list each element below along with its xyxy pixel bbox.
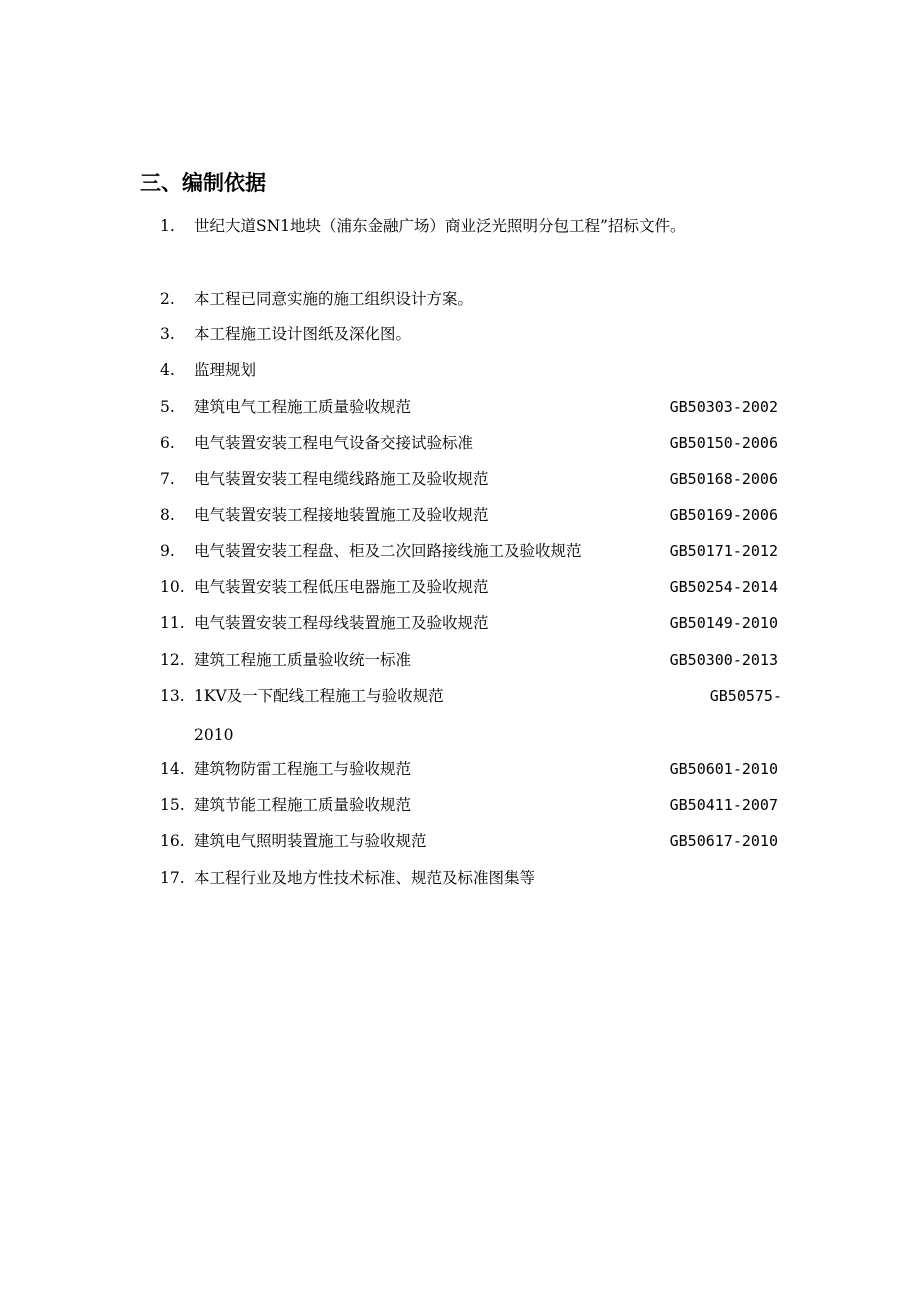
item-code: GB50575- <box>709 687 782 705</box>
list-item <box>160 357 780 383</box>
list-item <box>160 430 780 456</box>
list-item <box>160 828 780 854</box>
item-number: 16. <box>160 832 185 850</box>
item-text: 电气装置安装工程母线装置施工及验收规范 <box>194 614 489 632</box>
item-number: 3. <box>160 325 175 343</box>
list-item <box>160 213 780 239</box>
item-text: 1KV及一下配线工程施工与验收规范 <box>194 687 444 705</box>
item-number: 5. <box>160 398 175 416</box>
item-number: 8. <box>160 506 175 524</box>
item-code: GB50171-2012 <box>669 542 778 560</box>
item-text: 电气装置安装工程盘、柜及二次回路接线施工及验收规范 <box>194 542 582 560</box>
item-code: GB50601-2010 <box>669 760 778 778</box>
item-number: 10. <box>160 578 185 596</box>
list-item <box>160 286 780 312</box>
item-number: 6. <box>160 434 175 452</box>
item-number: 4. <box>160 361 175 379</box>
item-number: 17. <box>160 869 185 887</box>
item-text: 建筑物防雷工程施工与验收规范 <box>194 760 412 778</box>
item-number: 14. <box>160 760 185 778</box>
section-heading: 三、编制依据 <box>140 171 266 195</box>
list-item <box>160 683 780 709</box>
item-text: 建筑节能工程施工质量验收规范 <box>194 796 412 814</box>
list-item <box>160 610 780 636</box>
list-item <box>160 574 780 600</box>
item-code: GB50169-2006 <box>669 506 778 524</box>
item-text: 建筑电气照明装置施工与验收规范 <box>194 832 427 850</box>
item-code: GB50303-2002 <box>669 398 778 416</box>
item-number: 1. <box>160 217 175 235</box>
item-text: 监理规划 <box>194 361 257 379</box>
list-item <box>160 538 780 564</box>
item-number: 13. <box>160 687 185 705</box>
list-item <box>160 394 780 420</box>
item-code: GB50300-2013 <box>669 651 778 669</box>
item-text: 电气装置安装工程电缆线路施工及验收规范 <box>194 470 489 488</box>
item-text: 建筑电气工程施工质量验收规范 <box>194 398 412 416</box>
list-item <box>160 321 780 347</box>
list-item <box>160 865 780 891</box>
item-number: 12. <box>160 651 185 669</box>
item-code: GB50150-2006 <box>669 434 778 452</box>
item-code: GB50168-2006 <box>669 470 778 488</box>
list-item <box>160 792 780 818</box>
item-number: 7. <box>160 470 175 488</box>
item-code: GB50411-2007 <box>669 796 778 814</box>
item-number: 11. <box>160 614 185 632</box>
item-code: GB50254-2014 <box>669 578 778 596</box>
item-text: 电气装置安装工程接地装置施工及验收规范 <box>194 506 489 524</box>
item-text: 本工程施工设计图纸及深化图。 <box>194 325 412 343</box>
item-code: GB50149-2010 <box>669 614 778 632</box>
item-text: 本工程行业及地方性技术标准、规范及标准图集等 <box>194 869 536 887</box>
list-item <box>160 502 780 528</box>
item-text: 电气装置安装工程低压电器施工及验收规范 <box>194 578 489 596</box>
item-text: 世纪大道SN1地块（浦东金融广场）商业泛光照明分包工程”招标文件。 <box>194 217 686 235</box>
list-item <box>160 466 780 492</box>
list-item <box>160 756 780 782</box>
item-text: 电气装置安装工程电气设备交接试验标准 <box>194 434 474 452</box>
item-text: 建筑工程施工质量验收统一标准 <box>194 651 412 669</box>
item-code: GB50617-2010 <box>669 832 778 850</box>
item-number: 2. <box>160 290 175 308</box>
list-item <box>160 647 780 673</box>
item-number: 9. <box>160 542 175 560</box>
item-text: 本工程已同意实施的施工组织设计方案。 <box>194 290 474 308</box>
item-code-continuation: 2010 <box>194 726 234 744</box>
item-number: 15. <box>160 796 185 814</box>
